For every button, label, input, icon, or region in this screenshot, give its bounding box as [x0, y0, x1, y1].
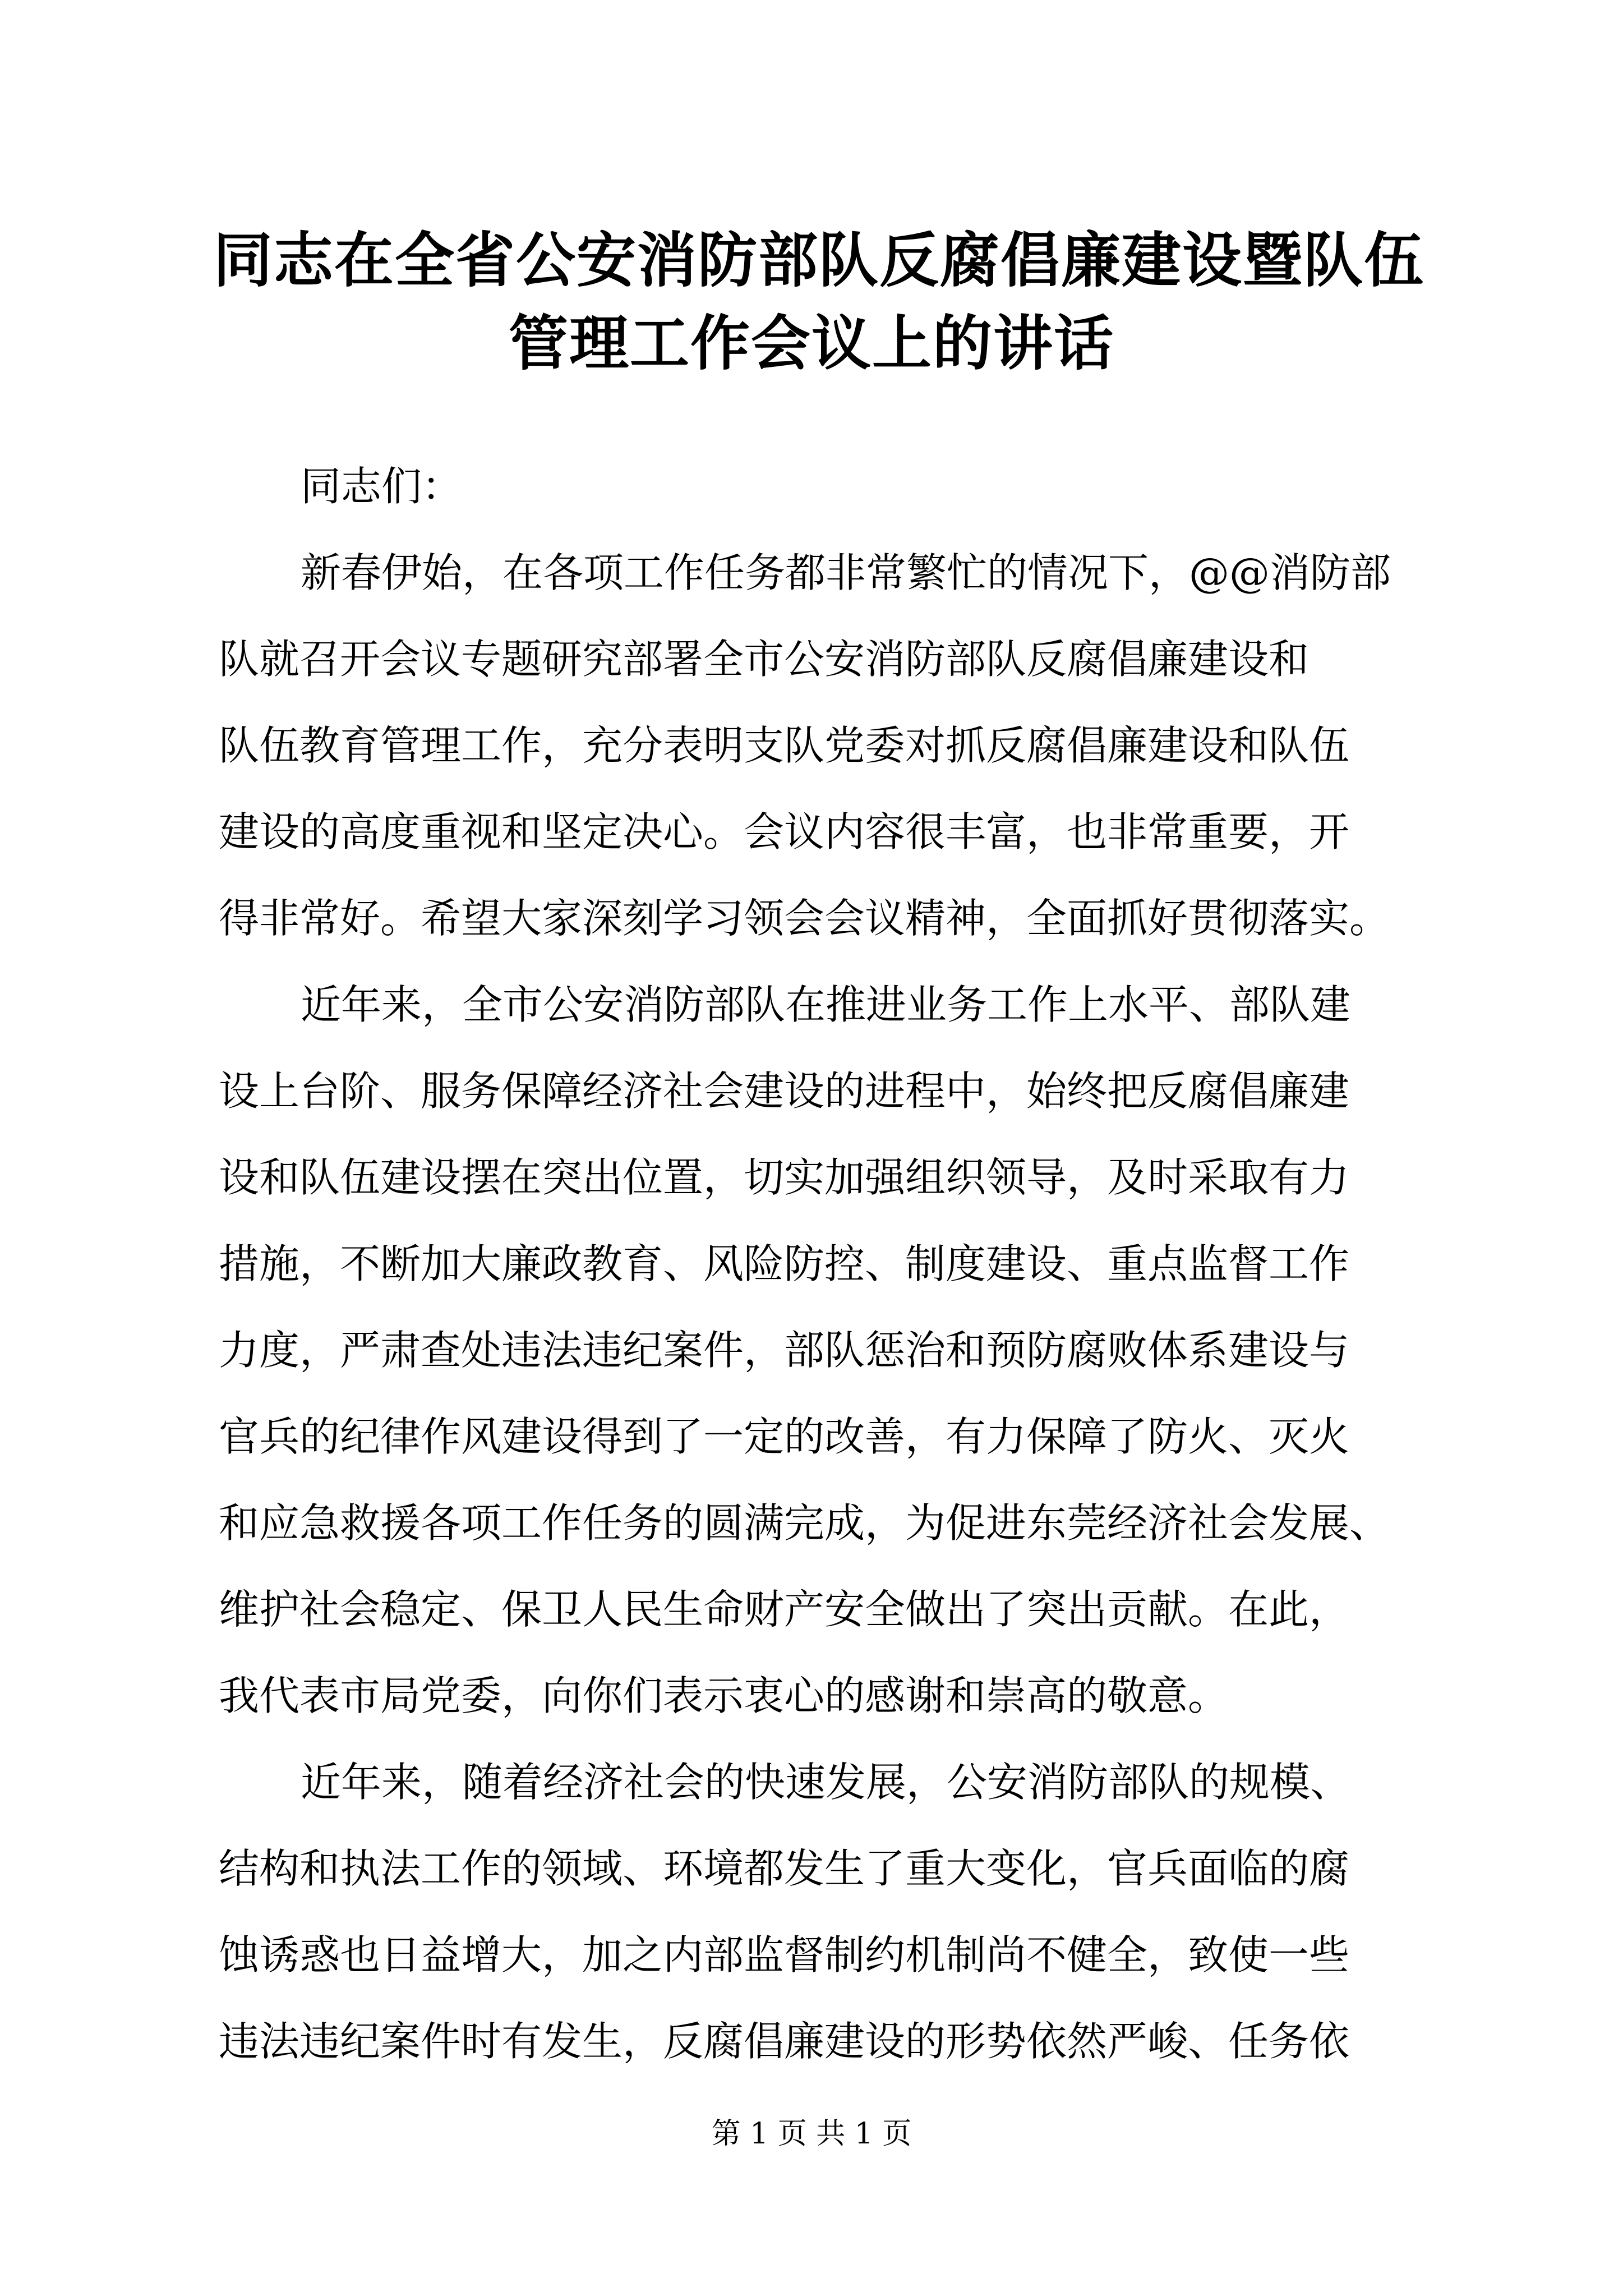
paragraph-2	[219, 961, 1415, 1739]
document-title	[213, 219, 1424, 385]
paragraph-line: 队伍教育管理工作，充分表明支队党委对抓反腐倡廉建设和队伍	[219, 722, 1350, 769]
paragraph-1	[219, 530, 1415, 961]
salutation-text: 同志们：	[301, 463, 463, 510]
paragraph-line: 违法违纪案件时有发生，反腐倡廉建设的形势依然严峻、任务依	[219, 2018, 1350, 2065]
paragraph-line: 新春伊始，在各项工作任务都非常繁忙的情况下，@@消防部	[301, 549, 1391, 596]
paragraph-line: 结构和执法工作的领域、环境都发生了重大变化，官兵面临的腐	[219, 1845, 1350, 1892]
paragraph-line: 建设的高度重视和坚定决心。会议内容很丰富，也非常重要，开	[219, 808, 1350, 855]
paragraph-line: 得非常好。希望大家深刻学习领会会议精神，全面抓好贯彻落实。	[219, 895, 1390, 942]
title-line: 同志在全省公安消防部队反腐倡廉建设暨队伍	[213, 225, 1424, 295]
paragraph-line: 和应急救援各项工作任务的圆满完成，为促进东莞经济社会发展、	[219, 1499, 1390, 1547]
paragraph-line: 近年来，随着经济社会的快速发展，公安消防部队的规模、	[301, 1759, 1351, 1806]
paragraph-line: 近年来，全市公安消防部队在推进业务工作上水平、部队建	[301, 981, 1351, 1028]
paragraph-line: 措施，不断加大廉政教育、风险防控、制度建设、重点监督工作	[219, 1240, 1350, 1287]
paragraph-line: 官兵的纪律作风建设得到了一定的改善，有力保障了防火、灭火	[219, 1413, 1350, 1460]
paragraph-line: 设和队伍建设摆在突出位置，切实加强组织领导，及时采取有力	[219, 1154, 1350, 1201]
paragraph-line: 蚀诱惑也日益增大，加之内部监督制约机制尚不健全，致使一些	[219, 1931, 1350, 1978]
paragraph-line: 维护社会稳定、保卫人民生命财产安全做出了突出贡献。在此，	[219, 1586, 1350, 1633]
paragraph-line: 我代表市局党委，向你们表示衷心的感谢和崇高的敬意。	[219, 1672, 1229, 1719]
paragraph-line: 力度，严肃查处违法违纪案件，部队惩治和预防腐败体系建设与	[219, 1327, 1350, 1374]
paragraph-line: 设上台阶、服务保障经济社会建设的进程中，始终把反腐倡廉建	[219, 1068, 1350, 1115]
paragraph-3	[219, 1739, 1415, 2085]
page-footer: 第 1 页 共 1 页	[711, 2117, 912, 2151]
title-line: 管理工作会议上的讲话	[509, 308, 1114, 378]
paragraph-line: 队就召开会议专题研究部署全市公安消防部队反腐倡廉建设和	[219, 636, 1310, 683]
salutation	[219, 443, 1415, 530]
document-body	[219, 443, 1415, 2085]
